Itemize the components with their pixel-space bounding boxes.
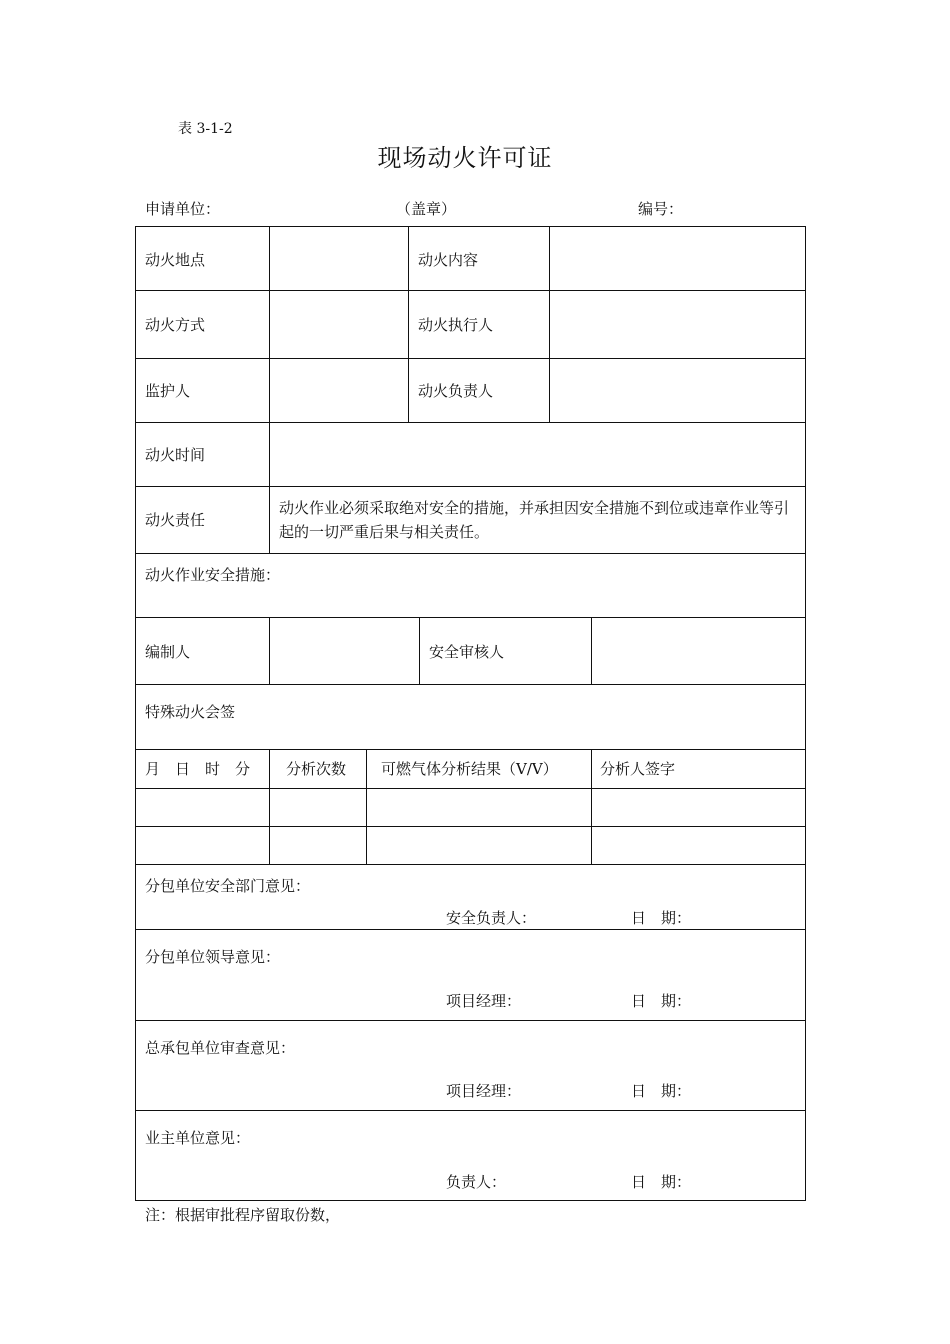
- sub-safety-signer: 安全负责人：: [446, 909, 537, 927]
- owner-label: 业主单位意见：: [145, 1129, 251, 1147]
- footnote: 注：根据审批程序留取份数，: [145, 1206, 341, 1224]
- general-label: 总承包单位审查意见：: [145, 1039, 296, 1057]
- compiler-label: 编制人: [145, 643, 191, 661]
- number-label: 编号：: [638, 200, 684, 218]
- content-label: 动火内容: [418, 251, 479, 269]
- table-code: 表 3-1-2: [178, 121, 233, 137]
- safety-reviewer-label: 安全审核人: [429, 643, 505, 661]
- analysis-count-header: 分析次数: [286, 760, 347, 778]
- analysis-time-header: 月 日 时 分: [145, 760, 251, 778]
- safety-measures-label: 动火作业安全措施：: [145, 566, 281, 584]
- seal-label: （盖章）: [396, 200, 457, 218]
- general-signer: 项目经理：: [446, 1082, 522, 1100]
- owner-date: 日 期：: [631, 1173, 692, 1191]
- time-label: 动火时间: [145, 446, 206, 464]
- sub-leader-date: 日 期：: [631, 992, 692, 1010]
- sub-safety-label: 分包单位安全部门意见：: [145, 877, 311, 895]
- owner-signer: 负责人：: [446, 1173, 507, 1191]
- sub-safety-date: 日 期：: [631, 909, 692, 927]
- responsible-label: 动火负责人: [418, 382, 494, 400]
- responsibility-text: 动火作业必须采取绝对安全的措施，并承担因安全措施不到位或违章作业等引起的一切严重后果与相关责任。: [279, 499, 790, 541]
- general-date: 日 期：: [631, 1082, 692, 1100]
- applicant-label: 申请单位：: [145, 200, 221, 218]
- analysis-signer-header: 分析人签字: [600, 760, 676, 778]
- sub-leader-signer: 项目经理：: [446, 992, 522, 1010]
- responsibility-label: 动火责任: [145, 511, 206, 529]
- executor-label: 动火执行人: [418, 316, 494, 334]
- sub-leader-label: 分包单位领导意见：: [145, 948, 281, 966]
- location-label: 动火地点: [145, 251, 206, 269]
- method-label: 动火方式: [145, 316, 206, 334]
- guardian-label: 监护人: [145, 382, 191, 400]
- analysis-result-header: 可燃气体分析结果（V/V）: [381, 760, 558, 778]
- page-title: 现场动火许可证: [377, 144, 553, 172]
- special-signoff-label: 特殊动火会签: [145, 703, 236, 721]
